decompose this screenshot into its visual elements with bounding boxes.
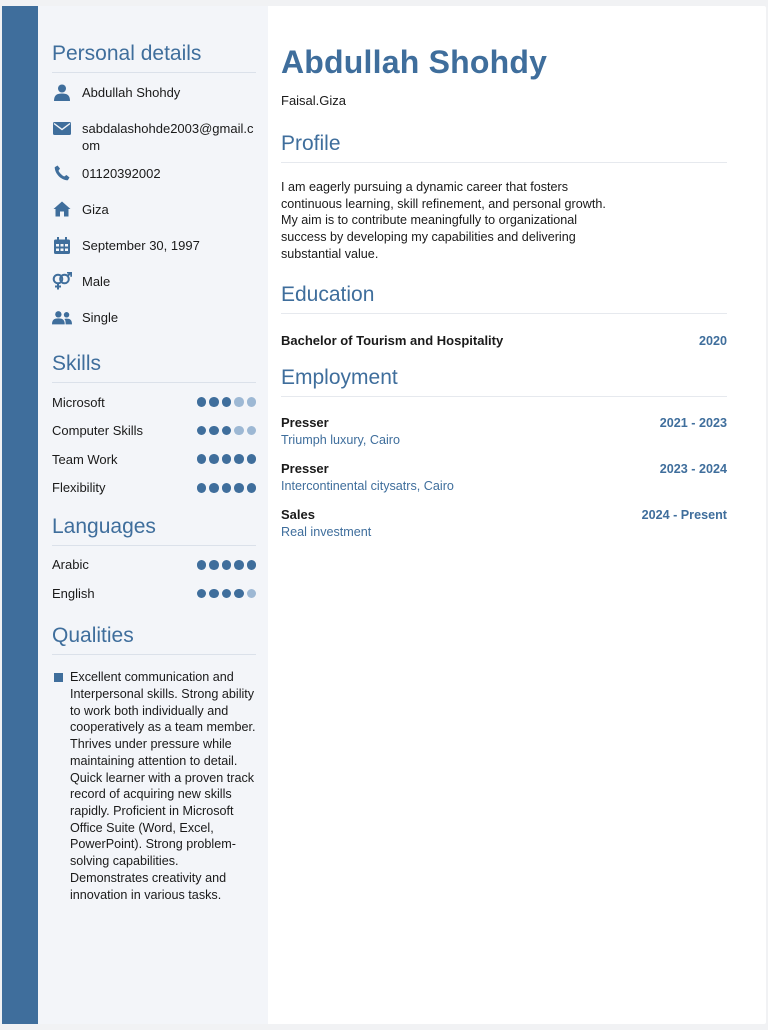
rating-dot-filled (234, 589, 244, 599)
skill-row (52, 422, 256, 440)
rating-dots (197, 426, 257, 436)
job-date: 2024 - Present (641, 507, 727, 522)
education-date: 2020 (698, 333, 727, 348)
language-row-label: English (52, 585, 95, 601)
detail-birthdate (52, 236, 256, 262)
education-heading: Education (281, 283, 727, 314)
job-title: Presser (281, 460, 329, 476)
skill-row-label: Team Work (52, 451, 118, 467)
rating-dots (197, 560, 257, 570)
detail-name-value: Abdullah Shohdy (82, 85, 181, 100)
detail-gender (52, 272, 256, 298)
rating-dot-filled (209, 560, 219, 570)
detail-email (52, 119, 256, 154)
person-icon (52, 83, 72, 101)
job-company: Triumph luxury, Cairo (281, 432, 400, 447)
rating-dot-empty (247, 426, 257, 436)
rating-dot-filled (234, 483, 244, 493)
languages-heading: Languages (52, 515, 256, 546)
personal-details-heading: Personal details (52, 42, 256, 73)
detail-phone-value: 01120392002 (82, 166, 161, 181)
main-content (281, 6, 727, 539)
candidate-name: Abdullah Shohdy (281, 44, 548, 80)
detail-status-value: Single (82, 310, 119, 325)
gender-icon (52, 272, 72, 290)
rating-dot-empty (247, 397, 257, 407)
detail-city-value: Giza (82, 202, 109, 217)
rating-dot-filled (197, 589, 207, 599)
job-date: 2021 - 2023 (659, 415, 727, 430)
rating-dot-filled (222, 560, 232, 570)
profile-heading: Profile (281, 132, 727, 163)
rating-dot-filled (222, 397, 232, 407)
rating-dots (197, 454, 257, 464)
resume-page (2, 6, 766, 1024)
skills-list (52, 393, 256, 497)
accent-bar (2, 6, 38, 1024)
education-degree: Bachelor of Tourism and Hospitality (281, 332, 504, 348)
employment-row (281, 507, 727, 522)
job-title: Presser (281, 414, 329, 430)
rating-dot-filled (197, 454, 207, 464)
phone-icon (52, 164, 72, 182)
detail-phone (52, 164, 256, 190)
skill-row (52, 393, 256, 411)
skill-row-label: Flexibility (52, 480, 106, 496)
employment-row (281, 461, 727, 476)
calendar-icon (52, 236, 72, 254)
bullet-square-icon (54, 673, 63, 682)
skill-row (52, 479, 256, 497)
skill-row-label: Computer Skills (52, 423, 144, 439)
rating-dot-filled (197, 397, 207, 407)
home-icon (52, 200, 72, 218)
rating-dot-filled (222, 589, 232, 599)
detail-birthdate-value: September 30, 1997 (82, 238, 200, 253)
skills-heading: Skills (52, 352, 256, 383)
rating-dot-filled (197, 483, 207, 493)
rating-dot-empty (234, 426, 244, 436)
rating-dot-filled (247, 454, 257, 464)
language-row (52, 584, 256, 602)
rating-dots (197, 483, 257, 493)
detail-status (52, 308, 256, 334)
profile-text: I am eagerly pursuing a dynamic career that fosters continuous learning, skill refinement, and personal growth. My aim is to contribute meaningfully to organizational success by developing my capabilities and delivering substantial value. (281, 180, 606, 261)
rating-dot-filled (247, 483, 257, 493)
job-date: 2023 - 2024 (659, 461, 727, 476)
education-row (281, 333, 727, 348)
job-title: Sales (281, 506, 315, 522)
sidebar (38, 6, 268, 1024)
detail-city (52, 200, 256, 226)
job-company: Real investment (281, 524, 372, 539)
employment-row (281, 415, 727, 430)
rating-dot-empty (247, 589, 257, 599)
detail-email-value: sabdalashohde2003@gmail.com (82, 121, 254, 153)
employment-entry (281, 461, 727, 493)
rating-dot-filled (234, 560, 244, 570)
detail-gender-value: Male (82, 274, 111, 289)
rating-dot-filled (209, 589, 219, 599)
rating-dots (197, 397, 257, 407)
rating-dot-filled (209, 483, 219, 493)
language-row-label: Arabic (52, 557, 89, 573)
language-row (52, 556, 256, 574)
rating-dot-filled (197, 426, 207, 436)
rating-dot-filled (209, 426, 219, 436)
rating-dots (197, 589, 257, 599)
rating-dot-filled (209, 454, 219, 464)
rating-dot-empty (234, 397, 244, 407)
rating-dot-filled (234, 454, 244, 464)
skill-row-label: Microsoft (52, 394, 105, 410)
rating-dot-filled (197, 560, 207, 570)
email-icon (52, 119, 72, 137)
qualities-text: Excellent communication and Interpersonal skills. Strong ability to work both individually and cooperatively as a team member. Thrives under pressure while maintaining attention to detail. Quick learner with a proven track record of acquiring new skills rapidly. Proficient in Microsoft Office Suite (Word, Excel, PowerPoint). Strong problem-solving capabilities. Demonstrates creativity and innovation in various tasks. (70, 670, 256, 902)
personal-details-list (52, 83, 256, 334)
employment-entry (281, 507, 727, 539)
education-entry (281, 333, 727, 348)
rating-dot-filled (222, 426, 232, 436)
job-company: Intercontinental citysatrs, Cairo (281, 478, 454, 493)
rating-dot-filled (222, 483, 232, 493)
employment-heading: Employment (281, 366, 727, 397)
detail-name (52, 83, 256, 109)
candidate-location: Faisal.Giza (281, 93, 347, 108)
rating-dot-filled (209, 397, 219, 407)
rating-dot-filled (247, 560, 257, 570)
languages-list (52, 556, 256, 603)
rating-dot-filled (222, 454, 232, 464)
employment-entry (281, 415, 727, 447)
skill-row (52, 450, 256, 468)
qualities-item (52, 669, 256, 903)
relationship-icon (52, 308, 72, 326)
qualities-heading: Qualities (52, 624, 256, 655)
